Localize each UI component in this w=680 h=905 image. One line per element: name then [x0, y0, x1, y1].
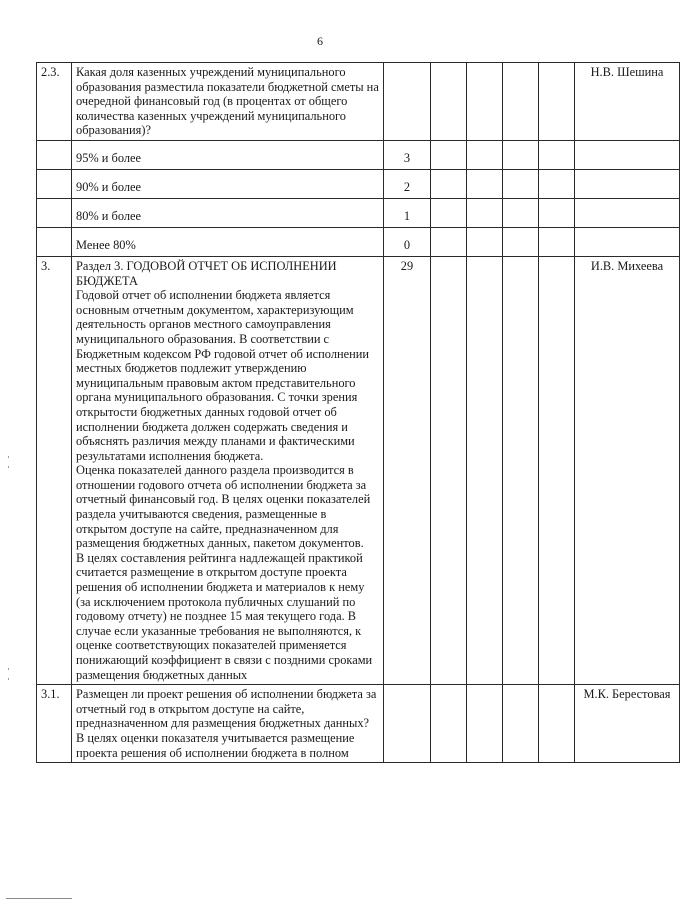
scan-artifact	[8, 466, 9, 468]
responsible-person: И.В. Михеева	[575, 256, 680, 684]
option-row	[37, 227, 680, 256]
section-paragraph: Годовой отчет об исполнении бюджета является основным отчетным документом, характеризующим деятельность органов местного самоуправления муниципального образования. В соответствии с Бюджетным кодексом РФ годовой отчет об исполнении местных бюджетов подлежит утверждению муниципальным правовым актом представительного органа муниципального образования. С точки зрения открытости бюджетных данных годовой отчет об исполнении бюджета должен содержать сведения и объяснять различия между планами и фактическими результатами исполнения бюджета.	[76, 288, 370, 463]
empty-cell	[539, 198, 575, 227]
indicator-question: Какая доля казенных учреждений муниципального образования разместила показатели бюджетной сметы на очередной финансовый год (в процентах от общего количества казенных учреждений муниципального образования)?	[72, 63, 384, 141]
empty-cell	[575, 198, 680, 227]
empty-cell	[539, 63, 575, 141]
empty-cell	[467, 256, 503, 684]
scan-artifact	[8, 678, 9, 680]
option-label: 95% и более	[72, 140, 384, 169]
empty-cell	[539, 140, 575, 169]
empty-cell	[37, 198, 72, 227]
footnote-rule	[6, 898, 72, 899]
option-score: 0	[384, 227, 431, 256]
empty-cell	[467, 169, 503, 198]
empty-cell	[431, 685, 467, 763]
responsible-person: Н.В. Шешина	[575, 63, 680, 141]
option-score: 2	[384, 169, 431, 198]
empty-cell	[503, 140, 539, 169]
empty-cell	[539, 256, 575, 684]
row-number: 3.	[37, 256, 72, 684]
option-row	[37, 140, 680, 169]
empty-cell	[503, 169, 539, 198]
empty-cell	[575, 227, 680, 256]
responsible-person: М.К. Берестовая	[575, 685, 680, 763]
empty-cell	[503, 685, 539, 763]
section-title: Раздел 3. ГОДОВОЙ ОТЧЕТ ОБ ИСПОЛНЕНИИ БЮДЖЕТА	[76, 258, 337, 288]
option-label: 80% и более	[72, 198, 384, 227]
option-label: Менее 80%	[72, 227, 384, 256]
empty-cell	[431, 227, 467, 256]
scan-artifact	[8, 456, 9, 458]
indicator-body	[72, 685, 384, 763]
option-score: 3	[384, 140, 431, 169]
indicator-note: В целях оценки показателя учитывается размещение проекта решения об исполнении бюджета в полном	[76, 730, 355, 760]
empty-cell	[37, 227, 72, 256]
empty-cell	[539, 227, 575, 256]
page-number: 6	[317, 34, 323, 48]
section-paragraph: В целях составления рейтинга надлежащей практикой считается размещение в открытом доступе проекта решения об исполнении бюджета и материалов к нему (за исключением протокола публичных слушаний по годовому отчету) не позднее 15 мая текущего года. В случае если указанные требования не выполняются, к оценке соответствующих показателей применяется понижающий коэффициент в связи с поздними сроками размещения бюджетных данных	[76, 550, 373, 682]
indicator-question: Размещен ли проект решения об исполнении бюджета за отчетный год в открытом доступе на сайте, предназначенном для размещения бюджетных данных?	[76, 687, 377, 731]
option-label: 90% и более	[72, 169, 384, 198]
score-cell	[384, 685, 431, 763]
empty-cell	[467, 685, 503, 763]
empty-cell	[575, 140, 680, 169]
option-score: 1	[384, 198, 431, 227]
empty-cell	[37, 169, 72, 198]
table-row-3	[37, 256, 680, 684]
empty-cell	[467, 140, 503, 169]
empty-cell	[539, 685, 575, 763]
table-row-3-1	[37, 685, 680, 763]
score-cell	[384, 63, 431, 141]
empty-cell	[539, 169, 575, 198]
option-row	[37, 169, 680, 198]
empty-cell	[467, 227, 503, 256]
row-number: 2.3.	[37, 63, 72, 141]
row-number: 3.1.	[37, 685, 72, 763]
empty-cell	[503, 63, 539, 141]
section-body	[72, 256, 384, 684]
empty-cell	[503, 256, 539, 684]
section-paragraph: Оценка показателей данного раздела производится в отношении годового отчета об исполнении бюджета за отчетный финансовый год. В целях оценки показателей раздела учитываются сведения, размещенные в открытом доступе на сайте, предназначенном для размещения бюджетных данных, пакетом документов.	[76, 463, 371, 551]
empty-cell	[467, 198, 503, 227]
empty-cell	[431, 140, 467, 169]
empty-cell	[431, 198, 467, 227]
empty-cell	[503, 227, 539, 256]
scan-artifact	[8, 668, 9, 670]
empty-cell	[503, 198, 539, 227]
empty-cell	[431, 63, 467, 141]
option-row	[37, 198, 680, 227]
empty-cell	[37, 140, 72, 169]
empty-cell	[431, 169, 467, 198]
empty-cell	[431, 256, 467, 684]
section-score: 29	[384, 256, 431, 684]
table-row-2-3	[37, 63, 680, 141]
empty-cell	[467, 63, 503, 141]
rating-table	[36, 62, 680, 763]
empty-cell	[575, 169, 680, 198]
